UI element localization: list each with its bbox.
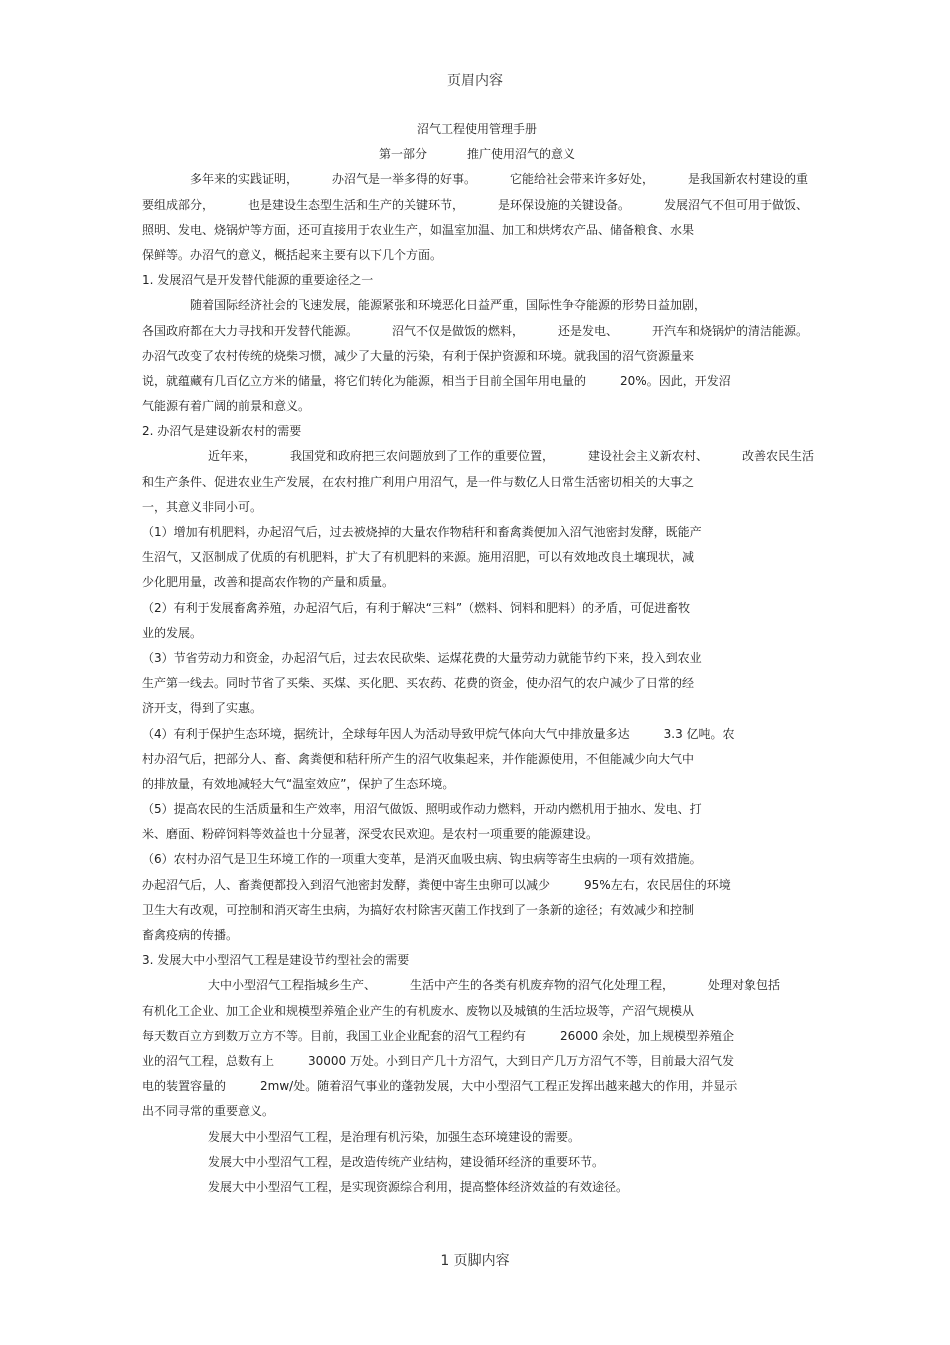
text-segment: 开汽车和烧锅炉的清洁能源。 <box>652 323 809 338</box>
text-line <box>142 1125 812 1150</box>
text-segment: 业的发展。 <box>142 625 203 640</box>
text-line <box>142 344 812 369</box>
text-segment: 改善农民生活 <box>742 449 815 464</box>
text-segment: （3）节省劳动力和资金，办起沼气后，过去农民砍柴、运煤花费的大量劳动力就能节约下来，投入到农业 <box>142 650 702 665</box>
text-line <box>142 193 812 218</box>
text-line <box>142 570 812 595</box>
text-segment: （6）农村办沼气是卫生环境工作的一项重大变革，是消灭血吸虫病、钩虫病等寄生虫病的一项有效措施。 <box>142 852 702 867</box>
text-segment: （1）增加有机肥料，办起沼气后，过去被烧掉的大量农作物秸秆和畜禽粪便加入沼气池密封发酵，既能产 <box>142 525 702 539</box>
text-segment: 要组成部分， <box>142 197 215 212</box>
text-line <box>142 1099 812 1124</box>
text-segment: 我国党和政府把三农问题放到了工作的重要位置， <box>290 449 555 464</box>
text-segment: （2）有利于发展畜禽养殖，办起沼气后，有利于解决“三料”（燃料、饲料和肥料）的矛盾，可促进畜牧 <box>142 600 691 615</box>
text-line <box>142 419 812 444</box>
text-segment: 95%左右，农民居住的环境 <box>584 877 731 892</box>
text-segment: 一，其意义非同小可。 <box>142 499 263 514</box>
text-segment: 办起沼气后，人、畜粪便都投入到沼气池密封发酵，粪便中寄生虫卵可以减少 <box>142 877 551 892</box>
text-segment: 是我国新农村建设的重 <box>688 172 809 187</box>
text-segment: 1. 发展沼气是开发替代能源的重要途径之一 <box>142 273 374 288</box>
text-segment: 发展大中小型沼气工程，是实现资源综合利用，提高整体经济效益的有效途径。 <box>208 1179 629 1194</box>
text-line <box>142 873 812 898</box>
text-line <box>142 797 812 822</box>
text-segment: 业的沼气工程，总数有上 <box>142 1053 275 1068</box>
text-line <box>142 621 812 646</box>
text-segment: 沼气不仅是做饭的燃料， <box>392 323 525 338</box>
text-line <box>142 470 812 495</box>
text-line <box>142 671 812 696</box>
text-segment: 畜禽疫病的传播。 <box>142 928 239 942</box>
text-line <box>142 1175 812 1200</box>
text-segment: （4）有利于保护生态环境，据统计，全球每年因人为活动导致甲烷气体向大气中排放量多达 <box>142 726 630 741</box>
text-line <box>142 923 812 948</box>
text-segment: 多年来的实践证明， <box>190 172 299 187</box>
text-line <box>142 243 812 268</box>
text-line <box>142 319 812 344</box>
text-line <box>142 1074 812 1099</box>
text-segment: 是环保设施的关键设备。 <box>498 197 631 212</box>
text-segment: 处理对象包括 <box>708 978 781 993</box>
text-line <box>142 495 812 520</box>
text-segment: 大中小型沼气工程指城乡生产、 <box>208 978 377 993</box>
text-segment: 照明、发电、烧锅炉等方面，还可直接用于农业生产，如温室加温、加工和烘烤农产品、储备粮食、水果 <box>142 222 695 237</box>
text-segment: 和生产条件、促进农业生产发展，在农村推广利用户用沼气，是一件与数亿人日常生活密切相关的大事之 <box>142 474 695 489</box>
text-line <box>142 948 812 973</box>
text-line <box>142 444 815 469</box>
text-line <box>142 167 812 192</box>
text-segment: 还是发电、 <box>558 323 619 338</box>
text-segment: 随着国际经济社会的飞速发展，能源紧张和环境恶化日益严重，国际性争夺能源的形势日益加剧， <box>190 298 707 313</box>
text-segment: 2mw/处。随着沼气事业的蓬勃发展，大中小型沼气工程正发挥出越来越大的作用，并显示 <box>260 1079 738 1094</box>
text-segment: 20%。因此，开发沼 <box>620 373 731 388</box>
text-segment: 建设社会主义新农村、 <box>588 449 709 464</box>
text-segment: 各国政府都在大力寻找和开发替代能源。 <box>142 323 359 338</box>
text-line <box>142 293 812 318</box>
text-line <box>142 1024 812 1049</box>
text-segment: 办沼气是一举多得的好事。 <box>332 172 477 187</box>
text-line <box>142 847 812 872</box>
part-heading <box>142 142 812 167</box>
text-segment: 3. 发展大中小型沼气工程是建设节约型社会的需要 <box>142 953 410 968</box>
text-line <box>142 772 812 797</box>
text-segment: 每天数百立方到数万立方不等。目前，我国工业企业配套的沼气工程约有 <box>142 1028 527 1043</box>
text-segment: 卫生大有改观，可控制和消灭寄生虫病，为搞好农村除害灭菌工作找到了一条新的途径；有效减少和控制 <box>142 902 695 917</box>
document-title: 沼气工程使用管理手册 <box>416 122 537 136</box>
text-segment: 3.3 亿吨。农 <box>663 726 735 741</box>
text-segment: （5）提高农民的生活质量和生产效率，用沼气做饭、照明或作动力燃料，开动内燃机用于抽水、发电、打 <box>142 802 702 817</box>
text-segment: 生沼气，又沤制成了优质的有机肥料，扩大了有机肥料的来源。施用沼肥，可以有效地改良土壤现状，减 <box>142 550 695 565</box>
page-header: 页眉内容 <box>447 73 503 89</box>
text-line <box>142 1150 812 1175</box>
text-segment: 也是建设生态型生活和生产的关键环节， <box>248 197 465 212</box>
text-segment: 电的装置容量的 <box>142 1079 227 1094</box>
text-segment: 出不同寻常的重要意义。 <box>142 1104 275 1119</box>
text-segment: 济开支，得到了实惠。 <box>142 701 263 716</box>
text-segment: 说，就蕴藏有几百亿立方米的储量，将它们转化为能源，相当于目前全国年用电量的 <box>142 373 587 388</box>
text-segment: 30000 万处。小到日产几十方沼气，大到日产几万方沼气不等，目前最大沼气发 <box>308 1053 735 1068</box>
text-line <box>142 898 812 923</box>
text-segment: 村办沼气后，把部分人、畜、禽粪便和秸秆所产生的沼气收集起来，并作能源使用，不但能减少向大气中 <box>142 751 695 766</box>
text-segment: 米、磨面、粉碎饲料等效益也十分显著，深受农民欢迎。是农村一项重要的能源建设。 <box>142 827 599 842</box>
text-line <box>142 722 812 747</box>
text-segment: 发展大中小型沼气工程，是治理有机污染，加强生态环境建设的需要。 <box>208 1129 581 1144</box>
text-segment: 生活中产生的各类有机废弃物的沼气化处理工程， <box>410 978 675 993</box>
text-line <box>142 999 812 1024</box>
text-line <box>142 268 812 293</box>
text-segment: 少化肥用量，改善和提高农作物的产量和质量。 <box>142 575 395 590</box>
text-line <box>142 520 812 545</box>
text-line <box>142 973 812 998</box>
text-segment: 办沼气改变了农村传统的烧柴习惯，减少了大量的污染，有利于保护资源和环境。就我国的沼气资源量来 <box>142 348 695 363</box>
page-footer: 1 页脚内容 <box>440 1253 510 1269</box>
body-text <box>142 167 815 1200</box>
text-segment: 的排放量，有效地减轻大气“温室效应”，保护了生态环境。 <box>142 776 455 791</box>
text-segment: 26000 余处，加上规模型养殖企 <box>560 1028 735 1043</box>
part-name: 推广使用沼气的意义 <box>467 147 576 162</box>
text-line <box>142 646 812 671</box>
text-line <box>142 394 812 419</box>
text-line <box>142 1049 812 1074</box>
text-line <box>142 218 812 243</box>
part-number: 第一部分 <box>378 147 427 162</box>
text-segment: 发展大中小型沼气工程，是改造传统产业结构，建设循环经济的重要环节。 <box>208 1154 605 1169</box>
text-line <box>142 747 812 772</box>
text-segment: 近年来， <box>208 449 257 464</box>
document-body <box>142 117 815 1200</box>
text-line <box>142 696 812 721</box>
text-segment: 发展沼气不但可用于做饭、 <box>664 197 809 212</box>
text-segment: 有机化工企业、加工企业和规模型养殖企业产生的有机废水、废物以及城镇的生活垃圾等，产沼气规模从 <box>142 1003 695 1018</box>
text-line <box>142 545 812 570</box>
text-segment: 保鲜等。办沼气的意义，概括起来主要有以下几个方面。 <box>142 247 443 262</box>
text-line <box>142 822 812 847</box>
text-segment: 2. 办沼气是建设新农村的需要 <box>142 424 302 439</box>
text-segment: 它能给社会带来许多好处， <box>510 172 655 187</box>
text-segment: 气能源有着广阔的前景和意义。 <box>142 399 311 414</box>
text-line <box>142 369 812 394</box>
text-line <box>142 596 812 621</box>
text-segment: 生产第一线去。同时节省了买柴、买煤、买化肥、买农药、花费的资金，使办沼气的农户减少了日常的经 <box>142 676 695 691</box>
